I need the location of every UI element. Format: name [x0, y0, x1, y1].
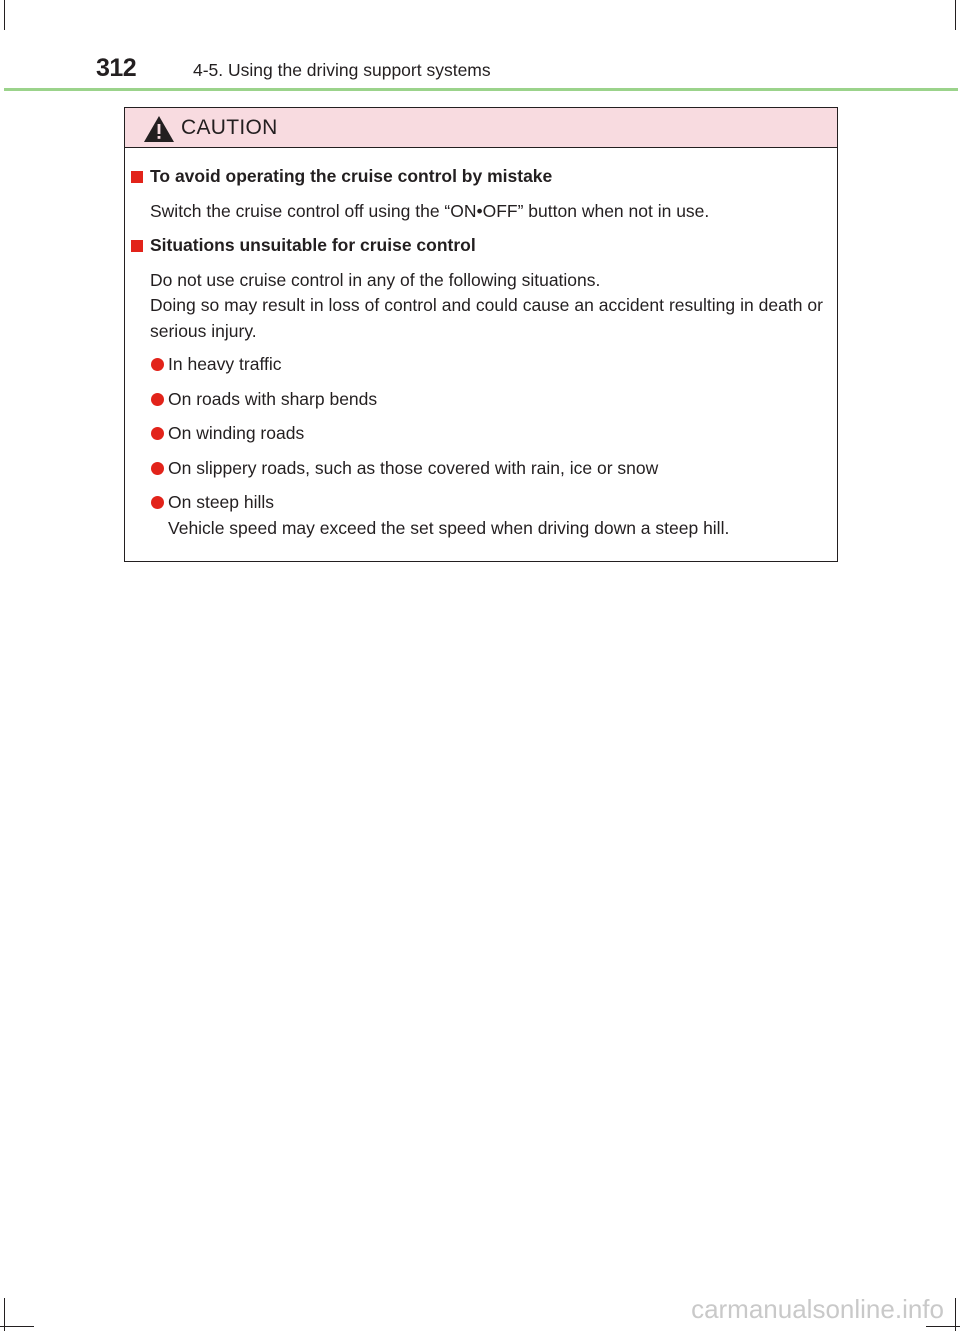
list-item-text: In heavy traffic: [168, 354, 282, 374]
item-text-do-not-use: Do not use cruise control in any of the following situations.: [150, 269, 601, 290]
warning-triangle-icon: [143, 115, 175, 143]
item-title-unsuitable-situations: [131, 233, 823, 259]
item-text-avoid-mistake: Switch the cruise control off using the “ON•OFF” button when not in use.: [150, 200, 710, 221]
section-title: 4-5. Using the driving support systems: [193, 60, 491, 80]
red-dot-icon: [151, 358, 164, 371]
crop-mark-bottom-right-h: [926, 1326, 960, 1327]
item-title-text: Situations unsuitable for cruise control: [150, 235, 476, 255]
crop-mark-bottom-left-h: [0, 1326, 34, 1327]
page-header: [0, 0, 960, 95]
list-item-text: On steep hills: [168, 492, 275, 512]
caution-header: [125, 108, 837, 148]
list-item-text: On winding roads: [168, 423, 305, 443]
caution-body: [125, 164, 837, 541]
list-item-note: Vehicle speed may exceed the set speed when driving down a steep hill.: [168, 517, 730, 538]
header-rule: [4, 88, 958, 91]
red-square-icon: [131, 240, 143, 252]
item-title-avoid-mistake: [131, 164, 823, 190]
caution-box: [124, 107, 838, 562]
list-item-text: On roads with sharp bends: [168, 388, 378, 409]
list-item: [131, 352, 823, 378]
caution-label: CAUTION: [181, 116, 278, 139]
page-number: 312: [96, 54, 137, 82]
watermark: carmanualsonline.info: [691, 1294, 944, 1324]
item-title-text: To avoid operating the cruise control by mistake: [150, 166, 553, 186]
red-dot-icon: [151, 496, 164, 509]
item-text-consequence: Doing so may result in loss of control and could cause an accident resulting in death or serious injury.: [150, 295, 823, 341]
list-item: [131, 490, 823, 541]
list-item: [131, 421, 823, 447]
list-item: [131, 456, 823, 482]
list-item-text: On slippery roads, such as those covered with rain, ice or snow: [168, 457, 659, 478]
red-dot-icon: [151, 462, 164, 475]
list-item: [131, 387, 823, 413]
red-square-icon: [131, 171, 143, 183]
red-dot-icon: [151, 393, 164, 406]
red-dot-icon: [151, 427, 164, 440]
